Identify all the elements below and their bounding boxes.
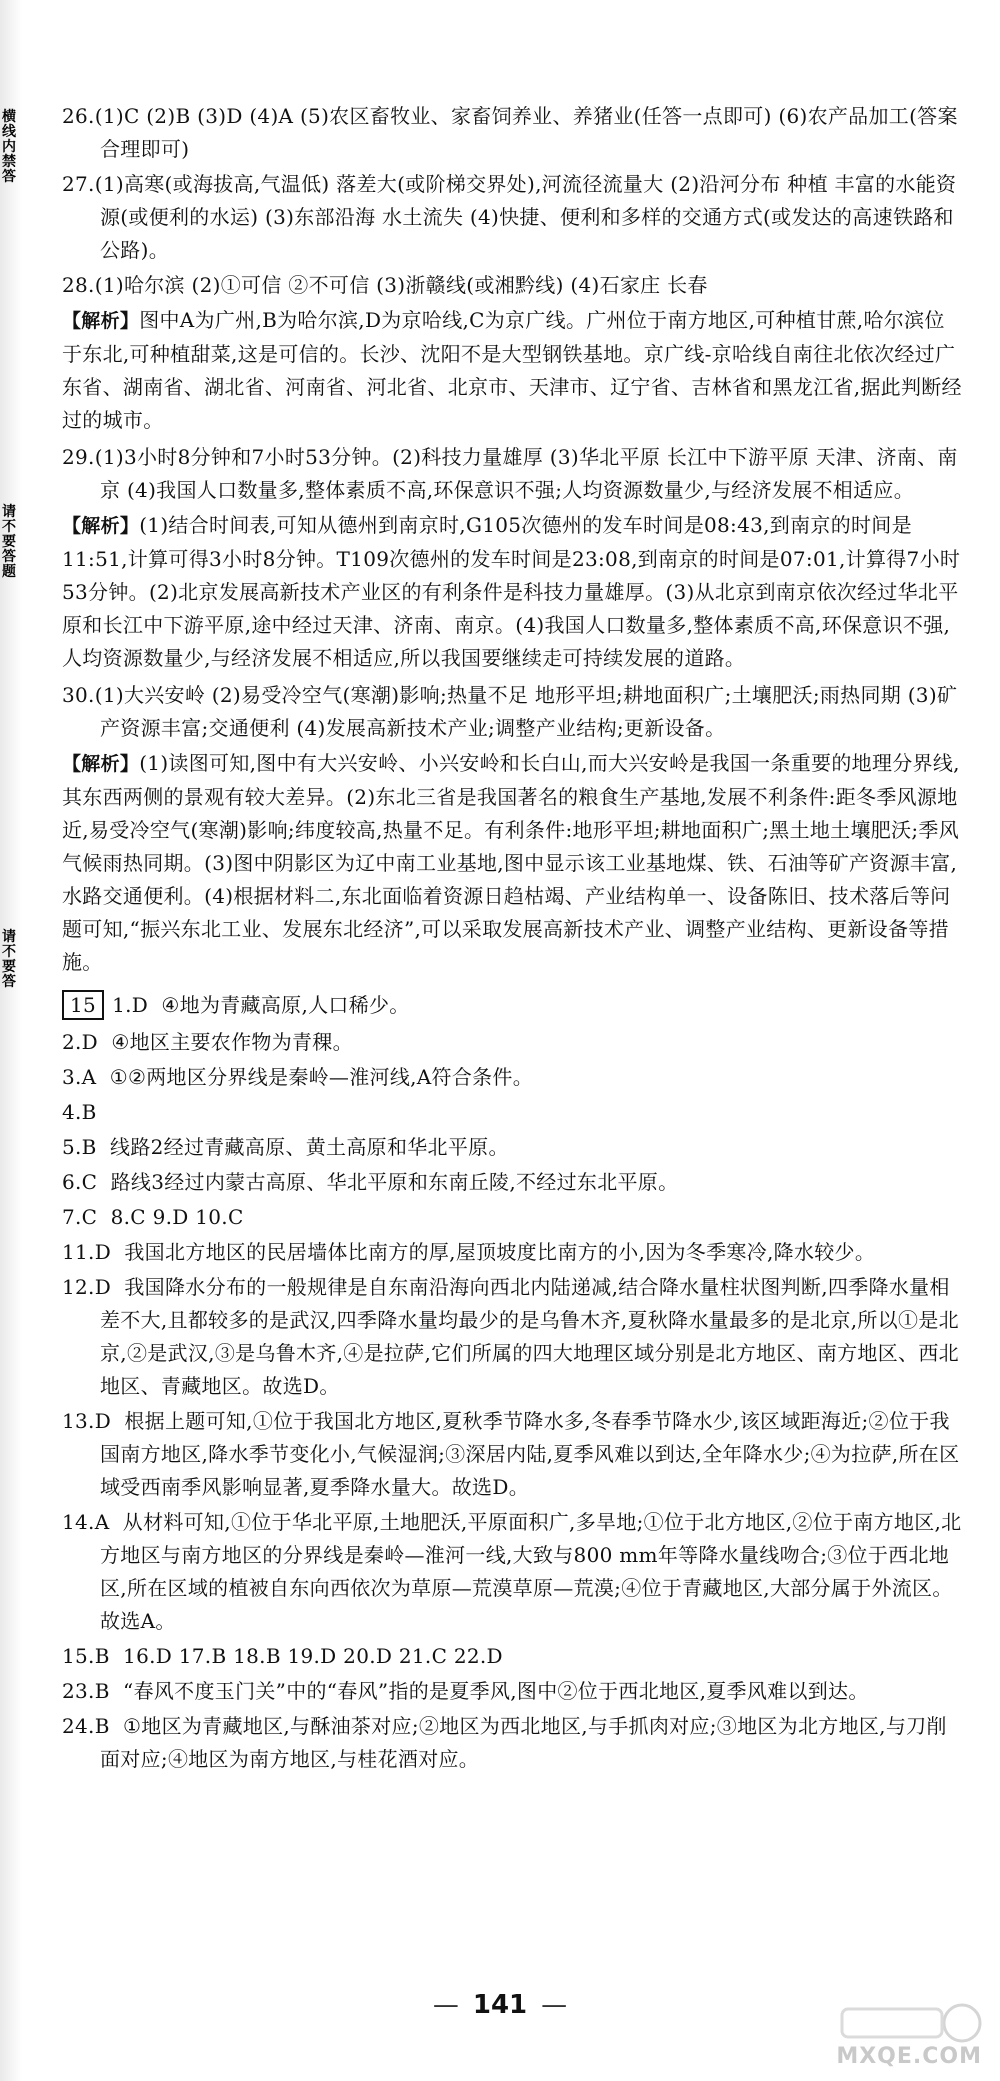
answer-number: 12.D	[62, 1275, 112, 1299]
section-15-item-11	[62, 1236, 962, 1269]
section-15-item-23	[62, 1675, 962, 1708]
watermark-text: MXQE.COM	[836, 2044, 982, 2069]
answer-item-30	[62, 679, 962, 745]
binding-strip	[0, 0, 22, 2081]
margin-mark-3: 请不要答	[2, 929, 16, 990]
answer-number: 1.D	[112, 993, 149, 1017]
answer-text: ①地区为青藏地区,与酥油茶对应;②地区为西北地区,与手抓肉对应;③地区为北方地区,与刀削面对应;④地区为南方地区,与桂花酒对应。	[100, 1714, 947, 1771]
answer-text: (1)大兴安岭 (2)易受冷空气(寒潮)影响;热量不足 地形平坦;耕地面积广;土壤肥沃;雨热同期 (3)矿产资源丰富;交通便利 (4)发展高新技术产业;调整产业结构;更新设备。	[94, 683, 958, 740]
answer-number: 7.C	[62, 1205, 98, 1229]
answer-text: 8.C 9.D 10.C	[110, 1205, 244, 1229]
section-15	[62, 989, 962, 1776]
watermark-icon	[822, 2001, 982, 2045]
answer-number: 29.	[62, 445, 95, 469]
answer-text: 从材料可知,①位于华北平原,土地肥沃,平原面积广,多旱地;①位于北方地区,②位于南方地区,北方地区与南方地区的分界线是秦岭—淮河一线,大致与800 mm年等降水量线吻合;③位于西北地区,所在区域的植被自东向西依次为草原—荒漠草原—荒漠;④位于青藏地区,大部分属于外流区。故选A。	[100, 1510, 962, 1633]
answer-text: 我国降水分布的一般规律是自东南沿海向西北内陆递减,结合降水量柱状图判断,四季降水量相差不大,且都较多的是武汉,四季降水量均最少的是乌鲁木齐,夏秋降水量最多的是北京,所以①是北京,②是武汉,③是乌鲁木齐,④是拉萨,它们所属的四大地理区域分别是北方地区、南方地区、西北地区、青藏地区。故选D。	[100, 1275, 959, 1398]
answer-text: 路线3经过内蒙古高原、华北平原和东南丘陵,不经过东北平原。	[110, 1170, 679, 1194]
answer-number: 5.B	[62, 1135, 97, 1159]
explanation-text: (1)读图可知,图中有大兴安岭、小兴安岭和长白山,而大兴安岭是我国一条重要的地理分界线,其东西两侧的景观有较大差异。(2)东北三省是我国著名的粮食生产基地,发展不利条件:距冬季风源地近,易受冷空气(寒潮)影响;纬度较高,热量不足。有利条件:地形平坦;耕地面积广;黑土地土壤肥沃;季风气候雨热同期。(3)图中阴影区为辽中南工业基地,图中显示该工业基地煤、铁、石油等矿产资源丰富,水路交通便利。(4)根据材料二,东北面临着资源日趋枯竭、产业结构单一、设备陈旧、技术落后等问题可知,“振兴东北工业、发展东北经济”,可以采取发展高新技术产业、调整产业结构、更新设备等措施。	[62, 751, 960, 974]
answer-number: 6.C	[62, 1170, 98, 1194]
watermark-logo	[822, 2001, 982, 2069]
explanation-label: 【解析】	[62, 515, 140, 537]
answer-text: 16.D 17.B 18.B 19.D 20.D 21.C 22.D	[123, 1644, 503, 1668]
section-15-item-4	[62, 1096, 962, 1129]
answer-item-27	[62, 168, 962, 267]
explanation-28	[62, 304, 962, 437]
section-15-item-24	[62, 1710, 962, 1776]
section-15-item-14	[62, 1506, 962, 1638]
answer-item-26	[62, 100, 962, 166]
footer-dash-right: —	[541, 1990, 568, 2020]
answer-text: (1)哈尔滨 (2)①可信 ②不可信 (3)浙赣线(或湘黔线) (4)石家庄 长春	[94, 273, 708, 297]
answer-number: 14.A	[62, 1510, 110, 1534]
answer-item-29	[62, 441, 962, 507]
section-15-item-6	[62, 1166, 962, 1199]
explanation-text: (1)结合时间表,可知从德州到南京时,G105次德州的发车时间是08:43,到南京的时间是11:51,计算可得3小时8分钟。T109次德州的发车时间是23:08,到南京的时间是07:01,计算得7小时53分钟。(2)北京发展高新技术产业区的有利条件是科技力量雄厚。(3)从北京到南京依次经过华北平原和长江中下游平原,途中经过天津、济南、南京。(4)我国人口数量多,整体素质不高,环保意识不强,人均资源数量少,与经济发展不相适应,所以我国要继续走可持续发展的道路。	[62, 513, 961, 670]
answer-number: 28.	[62, 273, 95, 297]
section-15-item-3	[62, 1061, 962, 1094]
explanation-label: 【解析】	[62, 310, 140, 332]
answer-text: ④地区主要农作物为青稞。	[111, 1030, 353, 1054]
answer-text: (1)C (2)B (3)D (4)A (5)农区畜牧业、家畜饲养业、养猪业(任答一点即可) (6)农产品加工(答案合理即可)	[94, 104, 958, 161]
explanation-30	[62, 747, 962, 979]
explanation-29	[62, 509, 962, 675]
section-15-item-13	[62, 1405, 962, 1504]
answer-number: 15.B	[62, 1644, 110, 1668]
section-15-item-7	[62, 1201, 962, 1234]
margin-mark-2: 请不要答题	[2, 504, 16, 580]
answer-text: 线路2经过青藏高原、黄土高原和华北平原。	[110, 1135, 509, 1159]
answer-text: “春风不度玉门关”中的“春风”指的是夏季风,图中②位于西北地区,夏季风难以到达。	[123, 1679, 869, 1703]
footer-dash-left: —	[432, 1990, 459, 2020]
answer-number: 26.	[62, 104, 95, 128]
section-15-item-2	[62, 1026, 962, 1059]
answer-number: 27.	[62, 172, 95, 196]
answer-item-28	[62, 269, 962, 302]
answer-number: 30.	[62, 683, 95, 707]
page-number: 141	[472, 1990, 528, 2020]
answer-text: (1)高寒(或海拔高,气温低) 落差大(或阶梯交界处),河流径流量大 (2)沿河分布 种植 丰富的水能资源(或便利的水运) (3)东部沿海 水土流失 (4)快捷、便利和多样的交通方式(或发达的高速铁路和公路)。	[94, 172, 957, 262]
answer-number: 13.D	[62, 1409, 112, 1433]
explanation-label: 【解析】	[62, 753, 140, 775]
answer-text: ④地为青藏高原,人口稀少。	[161, 993, 410, 1017]
answer-content	[62, 100, 962, 1778]
answer-text: (1)3小时8分钟和7小时53分钟。(2)科技力量雄厚 (3)华北平原 长江中下游平原 天津、济南、南京 (4)我国人口数量多,整体素质不高,环保意识不强;人均资源数量少,与经济发展不相适应。	[94, 445, 958, 502]
section-15-item-5	[62, 1131, 962, 1164]
answer-text: 根据上题可知,①位于我国北方地区,夏秋季节降水多,冬春季节降水少,该区域距海近;②位于我国南方地区,降水季节变化小,气候湿润;③深居内陆,夏季风难以到达,全年降水少;④为拉萨,所在区域受西南季风影响显著,夏季降水量大。故选D。	[100, 1409, 960, 1499]
answer-number: 4.B	[62, 1100, 97, 1124]
answer-number: 2.D	[62, 1030, 99, 1054]
answer-text: 我国北方地区的民居墙体比南方的厚,屋顶坡度比南方的小,因为冬季寒冷,降水较少。	[124, 1240, 876, 1264]
margin-mark-1: 横线内禁答	[2, 109, 16, 185]
section-number-box: 15	[62, 990, 104, 1020]
answer-number: 3.A	[62, 1065, 97, 1089]
answer-number: 24.B	[62, 1714, 110, 1738]
section-15-item-1	[62, 989, 962, 1022]
answer-number: 23.B	[62, 1679, 110, 1703]
answer-number: 11.D	[62, 1240, 112, 1264]
answer-text: ①②两地区分界线是秦岭—淮河线,A符合条件。	[109, 1065, 534, 1089]
explanation-text: 图中A为广州,B为哈尔滨,D为京哈线,C为京广线。广州位于南方地区,可种植甘蔗,哈尔滨位于东北,可种植甜菜,这是可信的。长沙、沈阳不是大型钢铁基地。京广线-京哈线自南往北依次经过广东省、湖南省、湖北省、河南省、河北省、北京市、天津市、辽宁省、吉林省和黑龙江省,据此判断经过的城市。	[62, 308, 962, 432]
section-15-item-15	[62, 1640, 962, 1673]
section-15-item-12	[62, 1271, 962, 1403]
